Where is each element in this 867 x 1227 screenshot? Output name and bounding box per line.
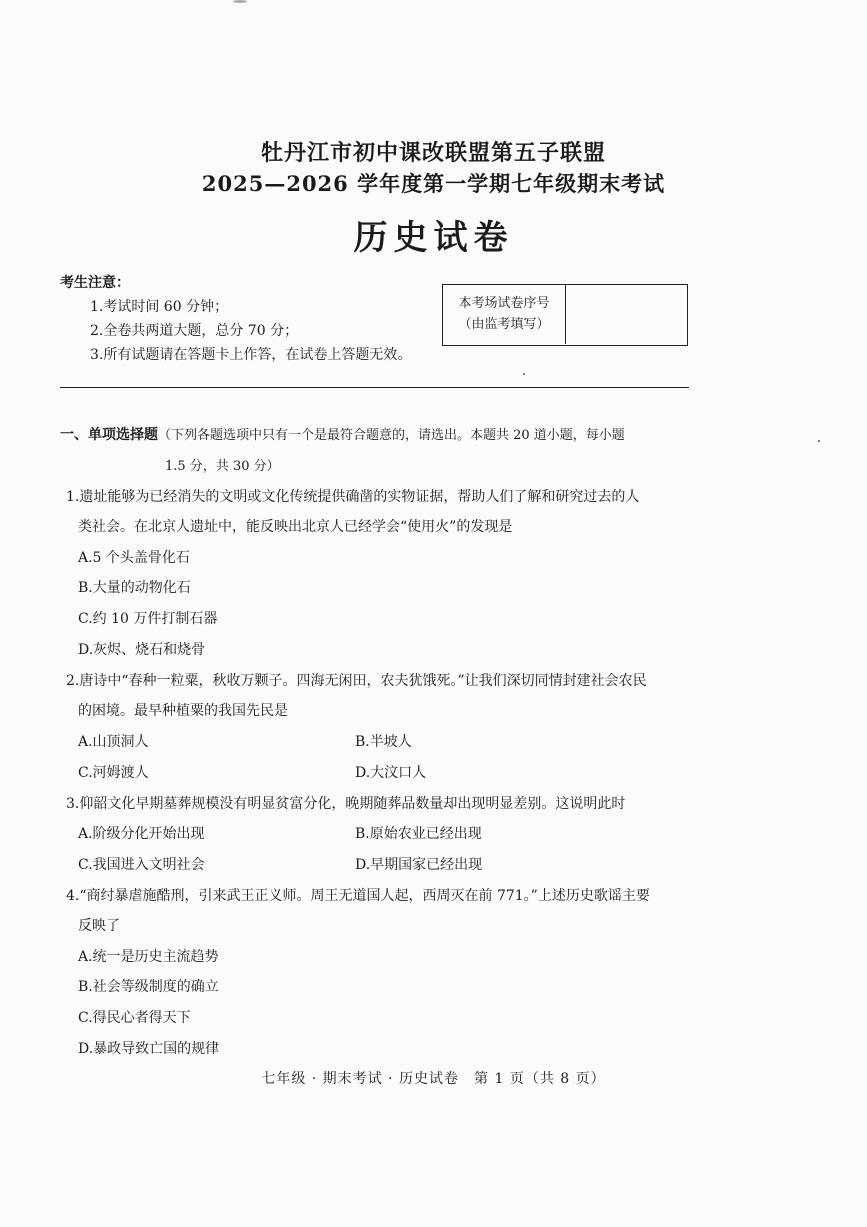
- section-heading: [60, 424, 625, 444]
- question-4-stem: 4.“商纣暴虐施酷刑，引来武王正义师。周王无道国人起，西周灭在前 771。”上述历史歌谣主要: [66, 888, 650, 904]
- question-3-stem: 3.仰韶文化早期墓葬规模没有明显贫富分化，晚期随葬品数量却出现明显差别。这说明此时: [66, 796, 626, 812]
- question-1-option-c: C.约 10 万件打制石器: [78, 611, 218, 627]
- exam-organizer: 牡丹江市初中课改联盟第五子联盟: [260, 140, 606, 166]
- question-4-option-c: C.得民心者得天下: [78, 1010, 191, 1026]
- question-3-option-b: B.原始农业已经出现: [355, 826, 482, 842]
- question-4-option-d: D.暴政导致亡国的规律: [78, 1041, 220, 1057]
- notice-title: 考生注意：: [60, 275, 130, 291]
- question-1-option-a: A.5 个头盖骨化石: [78, 550, 190, 566]
- question-1-stem: 1.遗址能够为已经消失的文明或文化传统提供确凿的实物证据，帮助人们了解和研究过去的人: [66, 489, 640, 505]
- notice-item: 3.所有试题请在答题卡上作答，在试卷上答题无效。: [90, 347, 412, 363]
- question-4-option-a: A.统一是历史主流趋势: [78, 949, 219, 965]
- seat-number-box: [442, 284, 688, 346]
- question-2-option-c: C.河姆渡人: [78, 765, 149, 781]
- seat-number-label: [443, 285, 566, 344]
- question-3-option-d: D.早期国家已经出现: [355, 857, 483, 873]
- question-2-option-d: D.大汶口人: [355, 765, 427, 781]
- page-footer: 七年级 · 期末考试 · 历史试卷 第 1 页（共 8 页）: [261, 1071, 606, 1087]
- scan-speck: [233, 0, 247, 3]
- question-4-option-b: B.社会等级制度的确立: [78, 979, 219, 995]
- question-2-option-b: B.半坡人: [355, 734, 412, 750]
- question-2-stem: 2.唐诗中“春种一粒粟，秋收万颗子。四海无闲田，农夫犹饿死。”让我们深切同情封建社会农民: [66, 673, 647, 689]
- exam-name: 2025—2026 学年度第一学期七年级期末考试: [201, 171, 666, 196]
- section-instruction: （下列各题选项中只有一个是最符合题意的，请选出。本题共 20 道小题，每小题: [158, 428, 625, 443]
- notice-item: 2.全卷共两道大题，总分 70 分；: [90, 323, 299, 339]
- question-1-stem-cont: 类社会。在北京人遗址中，能反映出北京人已经学会“使用火”的发现是: [78, 519, 513, 535]
- page-title: 历史试卷: [353, 218, 514, 258]
- question-2-option-a: A.山顶洞人: [78, 734, 149, 750]
- seat-label-line1: 本考场试卷序号: [458, 296, 550, 311]
- header-divider: [60, 387, 689, 388]
- scan-speck: [523, 373, 525, 375]
- seat-label-line2: （由监考填写）: [458, 317, 550, 332]
- question-3-option-a: A.阶级分化开始出现: [78, 826, 205, 842]
- question-3-option-c: C.我国进入文明社会: [78, 857, 205, 873]
- scan-speck: [818, 440, 820, 442]
- section-title: 一、单项选择题: [60, 427, 158, 443]
- question-1-option-d: D.灰烬、烧石和烧骨: [78, 642, 206, 658]
- question-1-option-b: B.大量的动物化石: [78, 580, 191, 596]
- question-2-stem-cont: 的困境。最早种植粟的我国先民是: [78, 703, 288, 719]
- notice-item: 1.考试时间 60 分钟；: [90, 299, 229, 315]
- section-instruction-cont: 1.5 分，共 30 分）: [165, 459, 280, 474]
- question-4-stem-cont: 反映了: [78, 918, 120, 934]
